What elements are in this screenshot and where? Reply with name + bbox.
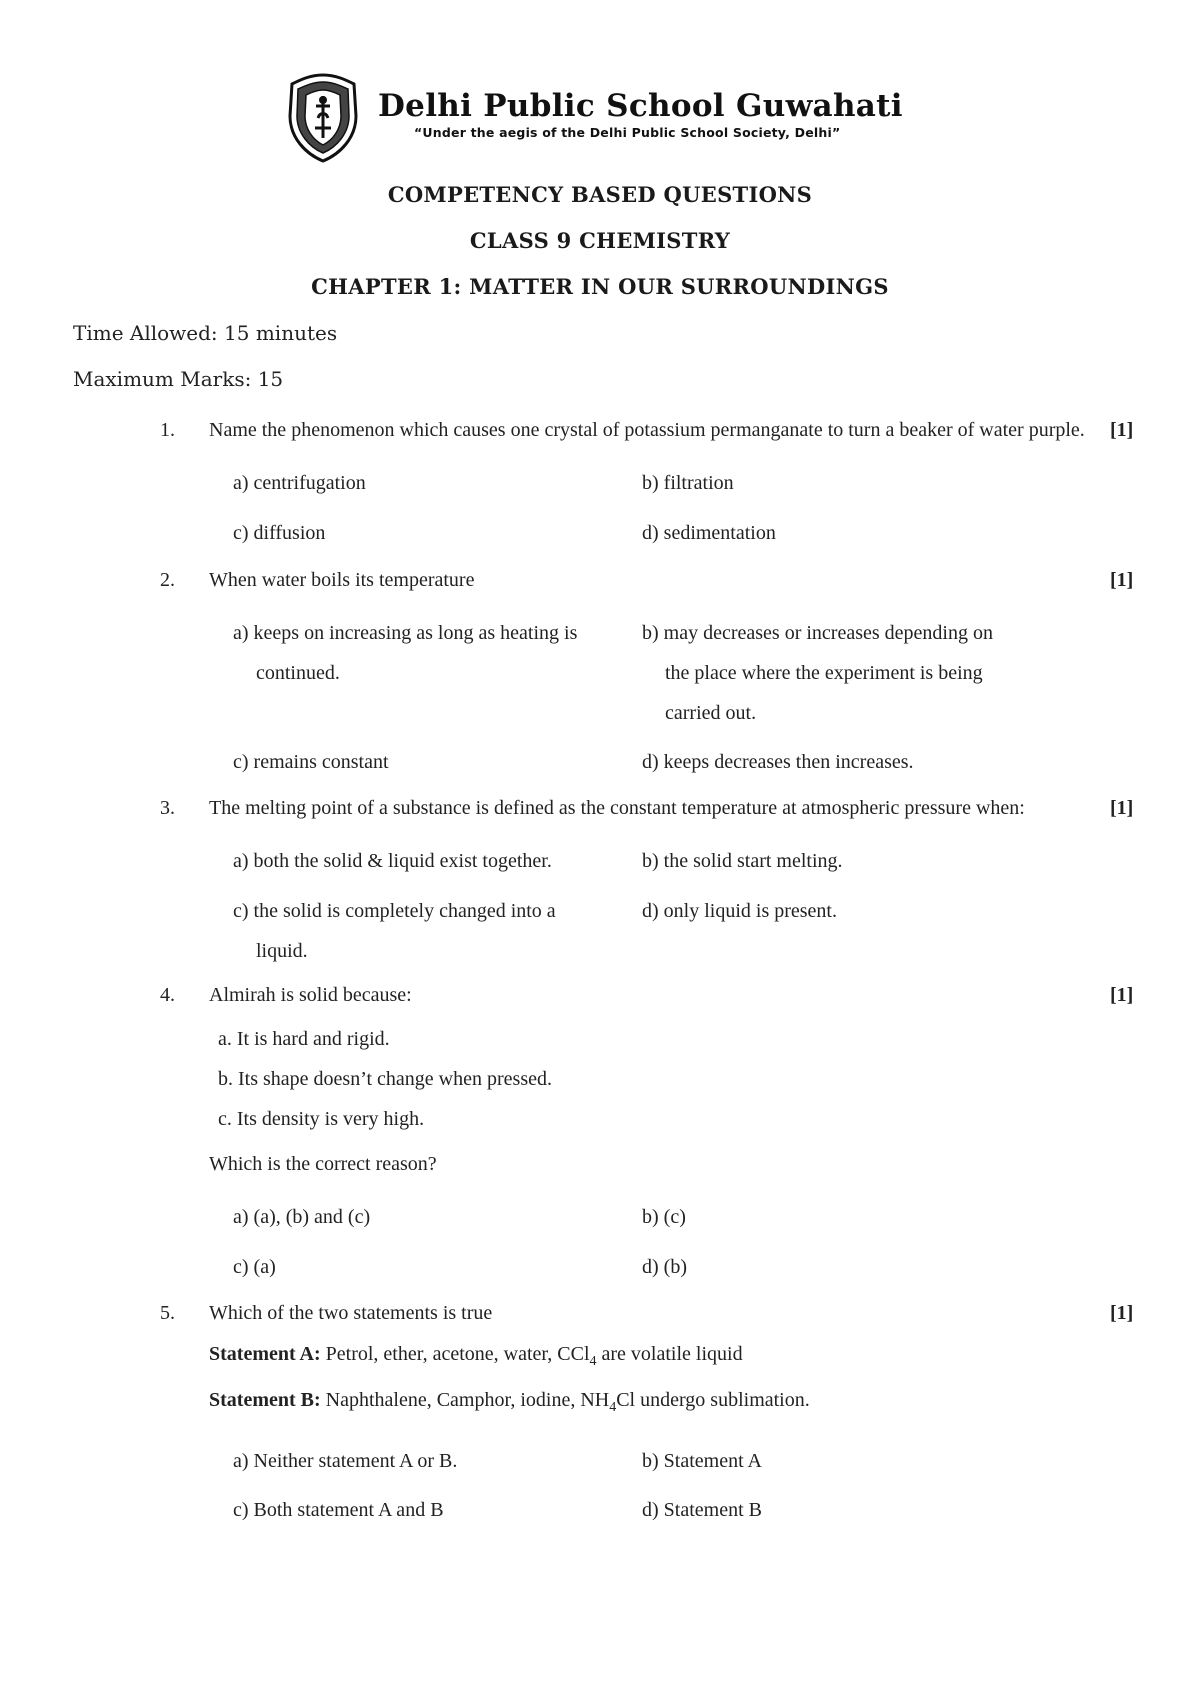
statement-b-subscript: 4 (609, 1400, 617, 1415)
maximum-marks: Maximum Marks: 15 (73, 367, 284, 391)
option-b: b) filtration (642, 472, 734, 494)
option-c: c) diffusion (233, 522, 326, 544)
option-c: c) the solid is completely changed into a (233, 900, 556, 922)
option-d: d) (b) (642, 1256, 687, 1278)
option-a: a) centrifugation (233, 472, 366, 494)
option-b: b) (c) (642, 1206, 686, 1228)
option-b-continued: carried out. (665, 702, 757, 724)
school-tagline: “Under the aegis of the Delhi Public School Society, Delhi” (414, 125, 841, 140)
question-number: 5. (160, 1302, 175, 1324)
question-number: 4. (160, 984, 175, 1006)
school-name: Delhi Public School Guwahati (378, 88, 903, 124)
option-a: a) both the solid & liquid exist together. (233, 850, 552, 872)
statement-a-subscript: 4 (589, 1354, 597, 1369)
statement-a-text-end: are volatile liquid (596, 1343, 743, 1365)
option-a: a) Neither statement A or B. (233, 1450, 458, 1472)
chapter-title: CHAPTER 1: MATTER IN OUR SURROUNDINGS (311, 274, 889, 299)
option-a: a) keeps on increasing as long as heating is (233, 622, 578, 644)
question-text: Almirah is solid because: (209, 984, 412, 1006)
question-number: 1. (160, 419, 175, 441)
statement-a-text: Petrol, ether, acetone, water, CCl (320, 1343, 590, 1365)
option-d: d) sedimentation (642, 522, 776, 544)
option-c: c) (a) (233, 1256, 276, 1278)
question-marks: [1] (1110, 419, 1134, 441)
page-title: COMPETENCY BASED QUESTIONS (387, 182, 813, 207)
option-b: b) Statement A (642, 1450, 762, 1472)
option-d: d) only liquid is present. (642, 900, 837, 922)
option-d: d) keeps decreases then increases. (642, 751, 914, 773)
option-b: b) may decreases or increases depending on (642, 622, 993, 644)
statement-item: a. It is hard and rigid. (218, 1028, 390, 1050)
statement-item: b. Its shape doesn’t change when pressed. (218, 1068, 552, 1090)
question-text: Which of the two statements is true (209, 1302, 493, 1324)
question-marks: [1] (1110, 984, 1134, 1006)
school-crest-logo (280, 72, 366, 164)
option-c: c) Both statement A and B (233, 1499, 444, 1521)
statement-item: c. Its density is very high. (218, 1108, 425, 1130)
class-subject-title: CLASS 9 CHEMISTRY (469, 228, 731, 253)
question-number: 3. (160, 797, 175, 819)
question-text: When water boils its temperature (209, 569, 475, 591)
question-prompt: Which is the correct reason? (209, 1153, 437, 1175)
question-text: The melting point of a substance is defined as the constant temperature at atmospheric pressure when: (209, 797, 1025, 819)
statement-a (209, 1343, 743, 1370)
option-c: c) remains constant (233, 751, 389, 773)
option-d: d) Statement B (642, 1499, 762, 1521)
question-marks: [1] (1110, 569, 1134, 591)
question-text: Name the phenomenon which causes one crystal of potassium permanganate to turn a beaker of water purple. (209, 419, 1085, 441)
statement-b-text-end: Cl undergo sublimation. (616, 1389, 810, 1411)
time-allowed: Time Allowed: 15 minutes (73, 321, 338, 345)
statement-a-label: Statement A: (209, 1343, 321, 1365)
statement-b-text: Naphthalene, Camphor, iodine, NH (320, 1389, 610, 1411)
option-a-continued: continued. (256, 662, 340, 684)
question-marks: [1] (1110, 797, 1134, 819)
option-b-continued: the place where the experiment is being (665, 662, 983, 684)
question-number: 2. (160, 569, 175, 591)
option-b: b) the solid start melting. (642, 850, 843, 872)
option-a: a) (a), (b) and (c) (233, 1206, 371, 1228)
statement-b-label: Statement B: (209, 1389, 321, 1411)
question-marks: [1] (1110, 1302, 1134, 1324)
statement-b (209, 1389, 810, 1416)
option-c-continued: liquid. (256, 940, 308, 962)
